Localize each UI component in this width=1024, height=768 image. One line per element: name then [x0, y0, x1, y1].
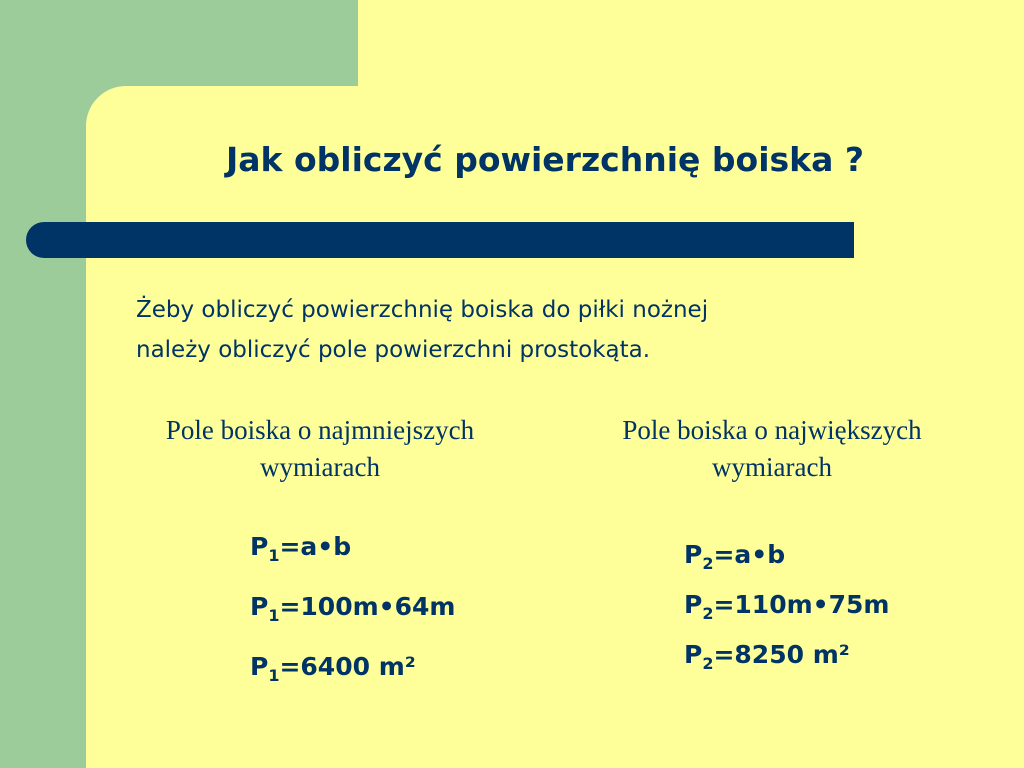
intro-line-1: Żeby obliczyć powierzchnię boiska do piłki nożnej [136, 297, 709, 323]
formula-expression: =a•b [713, 540, 786, 569]
right-column-heading [562, 412, 982, 486]
formula-expression: =6400 m² [279, 652, 416, 681]
formula-index: 2 [702, 604, 714, 623]
formula-expression: =100m•64m [279, 592, 456, 621]
formula-symbol: P [250, 652, 269, 681]
formula-symbol: P [250, 532, 269, 561]
title-underline-bar [26, 222, 854, 258]
left-formula-2 [250, 592, 456, 625]
right-formula-3 [684, 640, 850, 673]
intro-line-2: należy obliczyć pole powierzchni prostokąta. [136, 337, 651, 363]
left-column-heading [110, 412, 530, 486]
left-heading-line-1: Pole boiska o najmniejszych [165, 415, 475, 445]
formula-symbol: P [684, 640, 703, 669]
formula-symbol: P [250, 592, 269, 621]
slide-title: Jak obliczyć powierzchnię boiska ? [225, 140, 864, 179]
formula-expression: =110m•75m [713, 590, 890, 619]
formula-index: 1 [268, 666, 280, 685]
formula-symbol: P [684, 590, 703, 619]
formula-index: 1 [268, 546, 280, 565]
right-heading-line-1: Pole boiska o największych [622, 415, 922, 445]
intro-text [136, 290, 976, 370]
formula-expression: =8250 m² [713, 640, 850, 669]
left-formula-3 [250, 652, 416, 685]
right-formula-1 [684, 540, 786, 573]
left-heading-line-2: wymiarach [260, 452, 380, 482]
formula-symbol: P [684, 540, 703, 569]
green-side-strip [0, 0, 86, 768]
right-formula-2 [684, 590, 890, 623]
formula-expression: =a•b [279, 532, 352, 561]
formula-index: 2 [702, 554, 714, 573]
formula-index: 2 [702, 654, 714, 673]
right-heading-line-2: wymiarach [712, 452, 832, 482]
left-formula-1 [250, 532, 352, 565]
formula-index: 1 [268, 606, 280, 625]
